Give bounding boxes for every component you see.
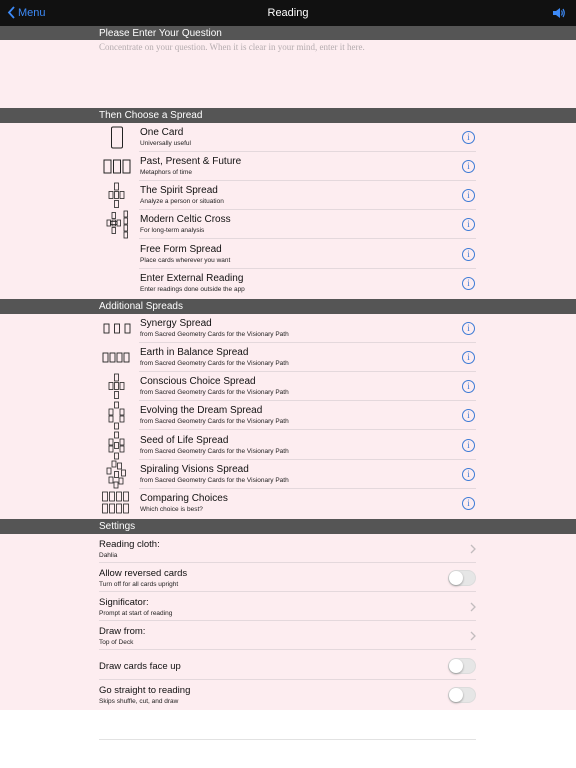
setting-subtitle: Skips shuffle, cut, and draw xyxy=(99,698,179,705)
spread-subtitle: from Sacred Geometry Cards for the Visionary Path xyxy=(140,389,289,396)
toggle-knob xyxy=(449,571,463,585)
spread-title: Spiraling Visions Spread xyxy=(140,464,249,475)
additional-spreads-list xyxy=(0,314,576,519)
chevron-right-icon xyxy=(470,631,476,641)
spreads-list xyxy=(0,123,576,299)
spread-row-seed-of-life[interactable] xyxy=(0,431,576,460)
spread-title: Seed of Life Spread xyxy=(140,435,229,446)
setting-significator[interactable] xyxy=(0,592,576,621)
divider xyxy=(99,649,476,650)
toggle-knob xyxy=(449,659,463,673)
spread-row-celtic-cross[interactable] xyxy=(0,210,576,239)
menu-back-label: Menu xyxy=(18,6,46,19)
spread-title: One Card xyxy=(140,127,184,138)
setting-subtitle: Turn off for all cards upright xyxy=(99,581,179,588)
spread-row-external-reading[interactable] xyxy=(0,269,576,298)
spirit-spread-icon xyxy=(99,181,135,210)
divider xyxy=(139,429,476,430)
setting-straight-to-reading xyxy=(0,680,576,709)
setting-value: Dahlia xyxy=(99,552,118,559)
setting-title: Significator: xyxy=(99,597,149,608)
info-icon[interactable]: i xyxy=(462,468,475,481)
allow-reversed-toggle[interactable] xyxy=(448,570,476,586)
info-icon[interactable]: i xyxy=(462,439,475,452)
spread-subtitle: from Sacred Geometry Cards for the Visionary Path xyxy=(140,448,289,455)
setting-title: Draw cards face up xyxy=(99,661,181,672)
spread-title: Modern Celtic Cross xyxy=(140,214,231,225)
info-icon[interactable]: i xyxy=(462,322,475,335)
spread-row-one-card[interactable] xyxy=(0,123,576,152)
conscious-choice-spread-icon xyxy=(99,372,135,401)
spread-title: Comparing Choices xyxy=(140,493,228,504)
setting-title: Go straight to reading xyxy=(99,685,191,696)
spreads-header: Then Choose a Spread xyxy=(0,108,576,123)
spread-title: Past, Present & Future xyxy=(140,156,242,167)
setting-face-up xyxy=(0,651,576,680)
settings-list xyxy=(0,534,576,710)
spread-row-earth-balance[interactable] xyxy=(0,343,576,372)
spread-subtitle: Which choice is best? xyxy=(140,506,203,513)
chevron-right-icon xyxy=(470,602,476,612)
spread-title: Evolving the Dream Spread xyxy=(140,405,263,416)
evolving-dream-spread-icon xyxy=(99,401,135,430)
spread-subtitle: from Sacred Geometry Cards for the Visionary Path xyxy=(140,418,289,425)
setting-draw-from[interactable] xyxy=(0,621,576,650)
info-icon[interactable]: i xyxy=(462,380,475,393)
setting-allow-reversed xyxy=(0,563,576,592)
earth-balance-spread-icon xyxy=(99,343,135,372)
spread-title: Free Form Spread xyxy=(140,244,222,255)
info-icon[interactable]: i xyxy=(462,189,475,202)
setting-value: Top of Deck xyxy=(99,639,134,646)
info-icon[interactable]: i xyxy=(462,248,475,261)
question-input[interactable] xyxy=(99,42,479,52)
spread-row-free-form[interactable] xyxy=(0,240,576,269)
spread-subtitle: Analyze a person or situation xyxy=(140,198,224,205)
seed-of-life-spread-icon xyxy=(99,431,135,460)
one-card-icon xyxy=(99,123,135,152)
straight-to-reading-toggle[interactable] xyxy=(448,687,476,703)
info-icon[interactable]: i xyxy=(462,218,475,231)
spread-title: Earth in Balance Spread xyxy=(140,347,249,358)
spread-row-conscious-choice[interactable] xyxy=(0,372,576,401)
spread-row-spiraling-visions[interactable] xyxy=(0,460,576,489)
question-area xyxy=(0,40,576,108)
spiraling-visions-spread-icon xyxy=(99,460,135,489)
info-icon[interactable]: i xyxy=(462,160,475,173)
divider xyxy=(99,739,476,740)
spread-row-evolving-dream[interactable] xyxy=(0,401,576,430)
setting-title: Draw from: xyxy=(99,626,146,637)
spread-row-spirit[interactable] xyxy=(0,181,576,210)
spread-subtitle: Metaphors of time xyxy=(140,169,193,176)
spread-row-synergy[interactable] xyxy=(0,314,576,343)
setting-title: Allow reversed cards xyxy=(99,568,188,579)
spread-subtitle: from Sacred Geometry Cards for the Visionary Path xyxy=(140,331,289,338)
question-header: Please Enter Your Question xyxy=(0,26,576,41)
divider xyxy=(139,238,476,239)
setting-value: Prompt at start of reading xyxy=(99,610,173,617)
synergy-spread-icon xyxy=(99,314,135,343)
info-icon[interactable]: i xyxy=(462,409,475,422)
spread-title: Synergy Spread xyxy=(140,318,212,329)
spread-subtitle: from Sacred Geometry Cards for the Visionary Path xyxy=(140,360,289,367)
spread-subtitle: Enter readings done outside the app xyxy=(140,286,245,293)
face-up-toggle[interactable] xyxy=(448,658,476,674)
celtic-cross-icon xyxy=(99,210,135,239)
spread-subtitle: Place cards wherever you want xyxy=(140,257,231,264)
navbar xyxy=(0,0,576,26)
spread-subtitle: from Sacred Geometry Cards for the Visionary Path xyxy=(140,477,289,484)
toggle-knob xyxy=(449,688,463,702)
spread-title: The Spirit Spread xyxy=(140,185,218,196)
info-icon[interactable]: i xyxy=(462,497,475,510)
spread-subtitle: For long-term analysis xyxy=(140,227,205,234)
three-card-icon xyxy=(99,152,135,181)
settings-header: Settings xyxy=(0,519,576,534)
speaker-icon[interactable] xyxy=(552,6,566,24)
chevron-right-icon xyxy=(470,544,476,554)
spread-row-past-present-future[interactable] xyxy=(0,152,576,181)
additional-spreads-header: Additional Spreads xyxy=(0,299,576,314)
spread-subtitle: Universally useful xyxy=(140,140,191,147)
setting-reading-cloth[interactable] xyxy=(0,534,576,563)
spread-row-comparing-choices[interactable] xyxy=(0,489,576,518)
info-icon[interactable]: i xyxy=(462,277,475,290)
spread-title: Conscious Choice Spread xyxy=(140,376,256,387)
comparing-choices-spread-icon xyxy=(99,489,135,518)
setting-title: Reading cloth: xyxy=(99,539,160,550)
page-title: Reading xyxy=(267,7,309,19)
spread-title: Enter External Reading xyxy=(140,273,244,284)
info-icon[interactable]: i xyxy=(462,351,475,364)
info-icon[interactable]: i xyxy=(462,131,475,144)
